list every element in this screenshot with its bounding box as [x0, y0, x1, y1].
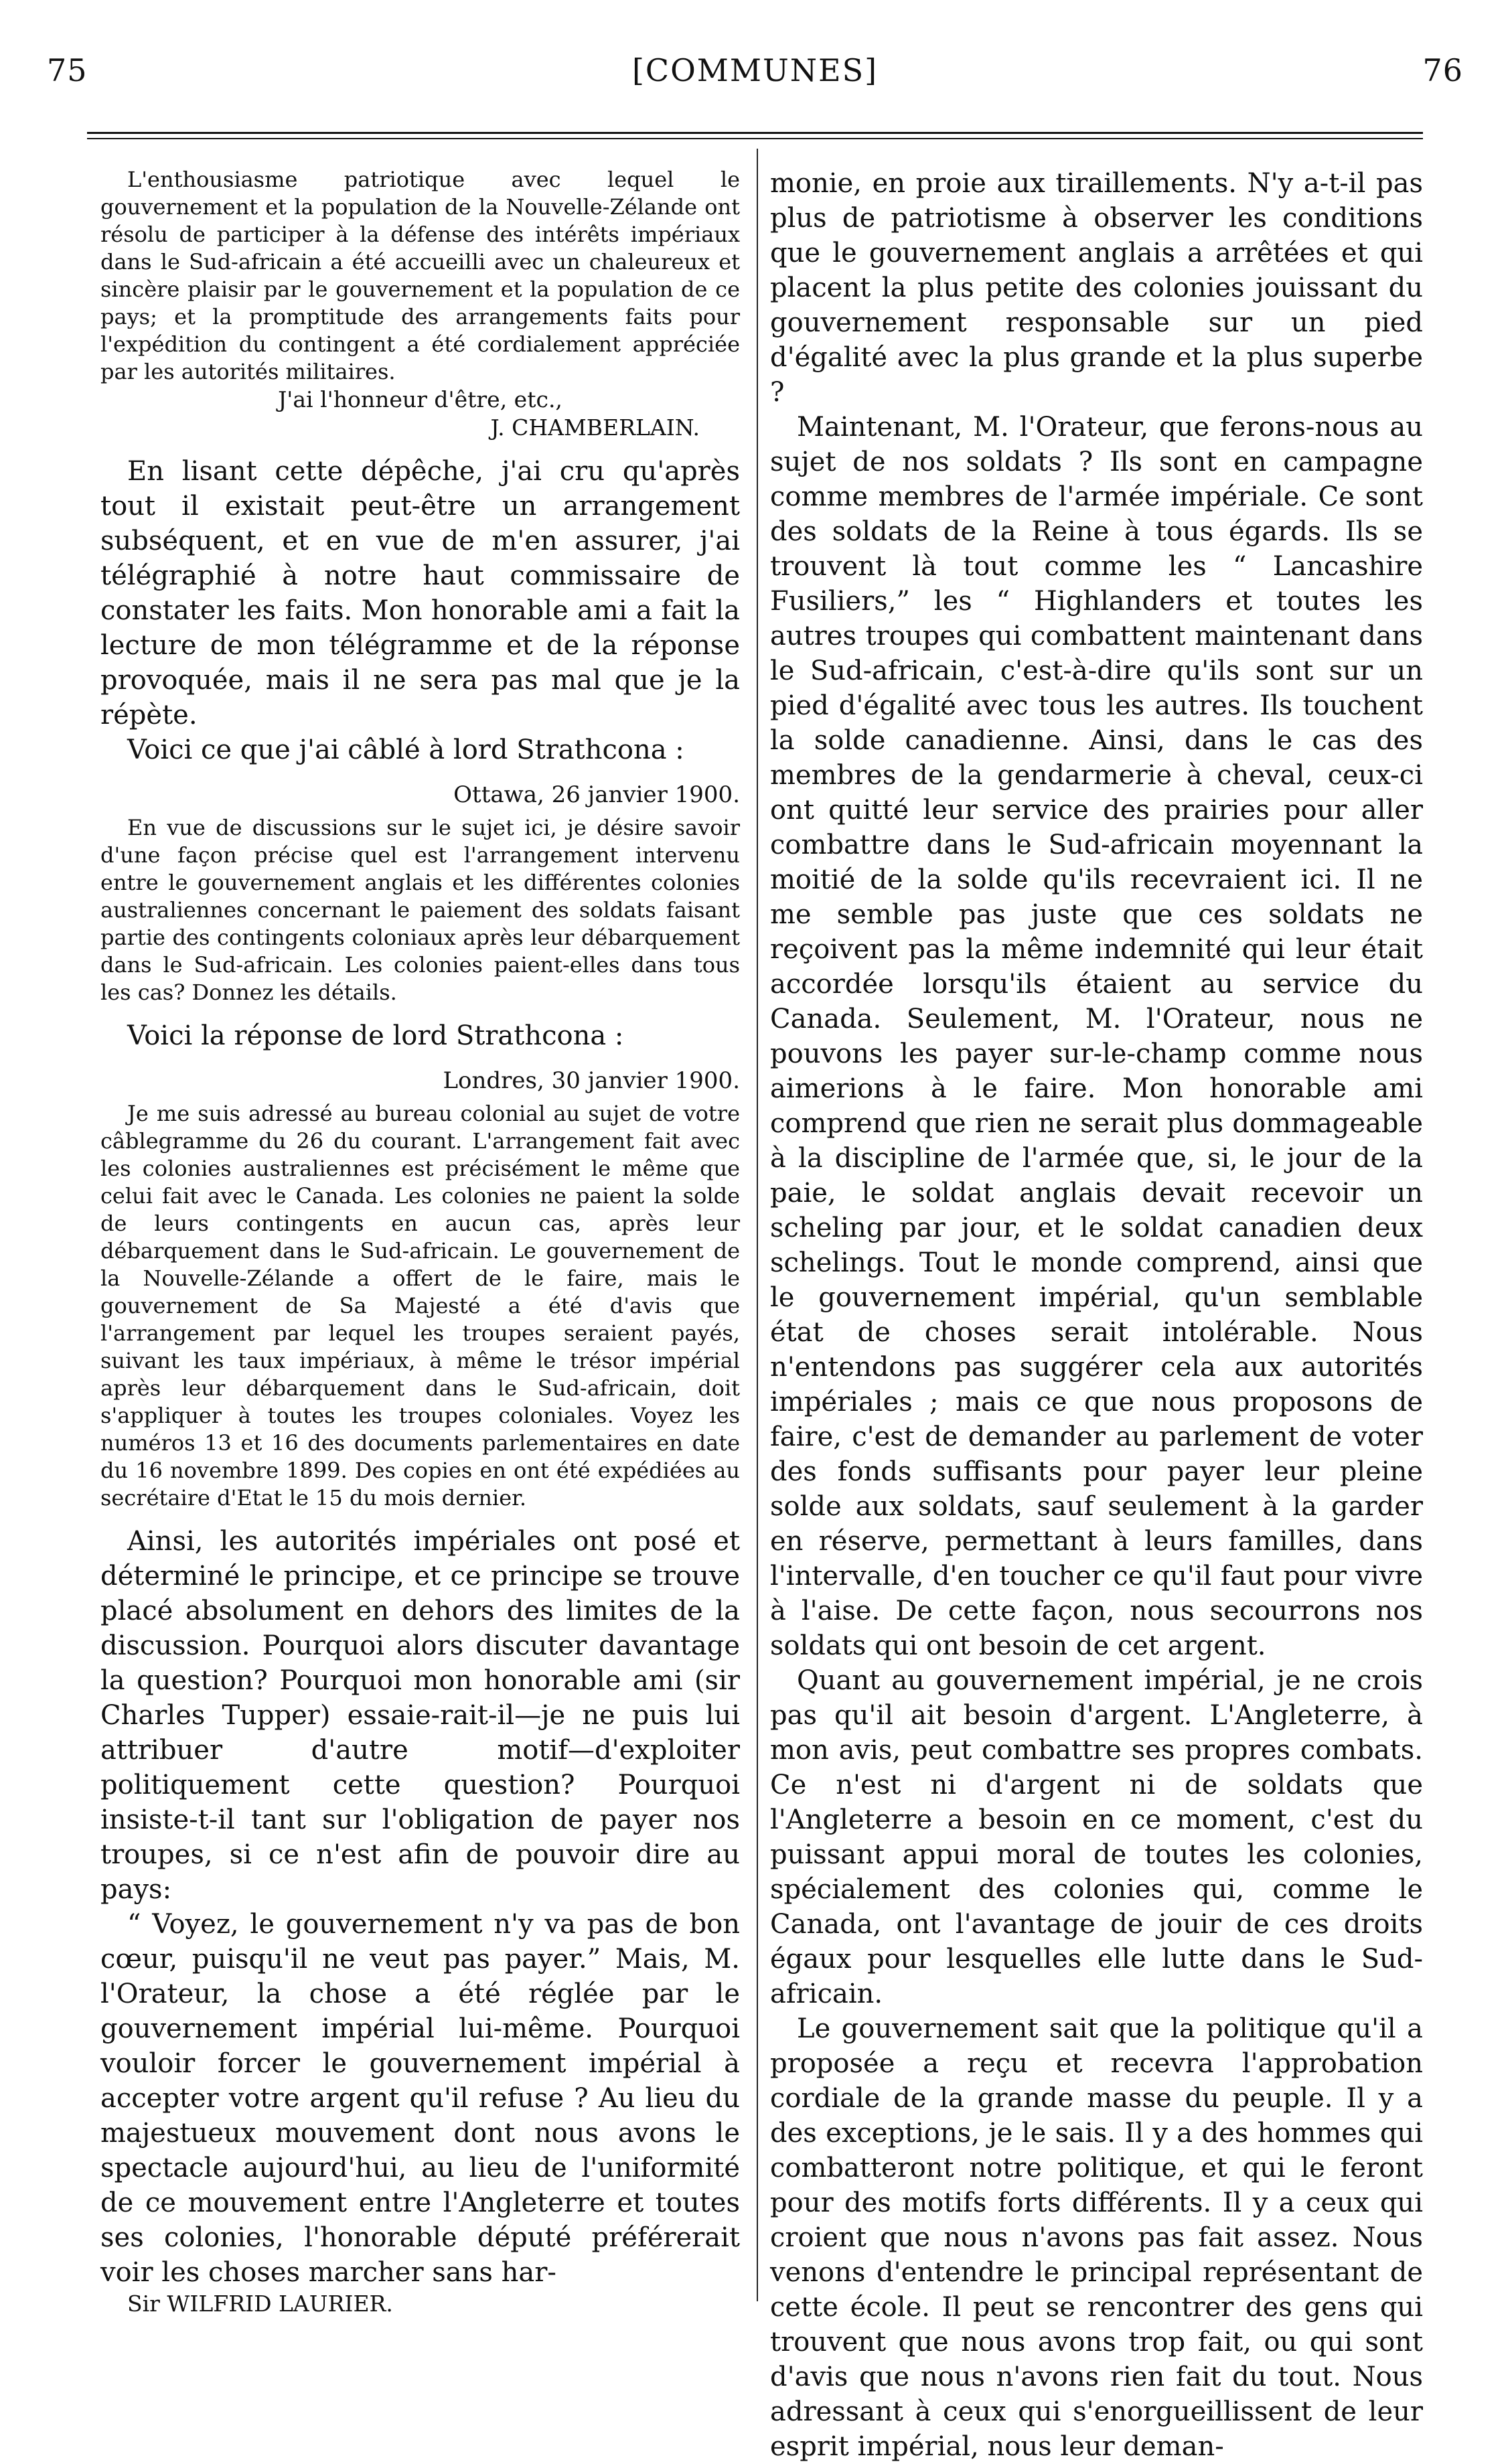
body-paragraph: Ainsi, les autorités impériales ont posé et déterminé le principe, et ce principe se trouve placé absolument en dehors des limites de la discussion. Pourquoi alors discuter davantage la question? Pourquoi mon honorable ami (sir Charles Tupper) essaie-rait-il—je ne puis lui attribuer d'autre motif—d'exploiter politiquement cette question? Pourquoi insiste-t-il tant sur l'obligation de payer nos troupes, si ce n'est afin de pouvoir dire au pays: [100, 1526, 740, 1905]
body-paragraph: Voici ce que j'ai câblé à lord Strathcona : [127, 735, 684, 765]
dispatch-text: L'enthousiasme patriotique avec lequel le gouvernement et la population de la Nouvelle-Zélande ont résolu de participer à la défense des intérêts impériaux dans le Sud-africain a été accueilli avec un chaleureux et sincère plaisir par le gouvernement et la population de ce pays; et la promptitude des arrangements faits pour l'expédition du contingent a été cordialement appréciée par les autorités militaires. [100, 167, 740, 384]
quoted-dispatch [100, 166, 740, 386]
header-rule-top [87, 132, 1423, 134]
page-header [0, 52, 1510, 99]
left-column [100, 166, 740, 2318]
quoted-reply: Je me suis adressé au bureau colonial au sujet de votre câblegramme du 26 du courant. L'arrangement fait avec les colonies australiennes est précisément le même que celui fait avec le Canada. Les colonies ne paient la solde de leurs contingents en aucun cas, après leur débarquement dans le Sud-africain. Le gouvernement de la Nouvelle-Zélande a offert de le faire, mais le gouvernement de Sa Majesté a été d'avis que l'arrangement par lequel les troupes seraient payés, suivant les taux impériaux, à même le trésor impérial après leur débarquement dans le Sud-africain, doit s'appliquer à toutes les troupes coloniales. Voyez les numéros 13 et 16 des documents parlementaires en date du 16 novembre 1899. Des copies en ont été expédiées au secrétaire d'Etat le 15 du mois dernier. [100, 1101, 740, 1511]
body-paragraph: Quant au gouvernement impérial, je ne crois pas qu'il ait besoin d'argent. L'Angleterre, à mon avis, peut combattre ses propres combats. Ce n'est ni d'argent ni de soldats que l'Angleterre a besoin en ce moment, c'est du puissant appui moral de toutes les colonies, spécialement des colonies qui, comme le Canada, ont l'avantage de jouir de ces droits égaux pour lesquelles elle lutte dans le Sud-africain. [770, 1665, 1423, 2009]
body-paragraph: Voici la réponse de lord Strathcona : [127, 1020, 624, 1051]
dispatch-closing: J'ai l'honneur d'être, etc., [278, 386, 562, 412]
reply-dateline: Londres, 30 janvier 1900. [443, 1067, 740, 1094]
page-number-right: 76 [1422, 52, 1463, 88]
body-paragraph: En lisant cette dépêche, j'ai cru qu'après tout il existait peut-être un arrangement subséquent, et en vue de m'en assurer, j'ai télégraphié à notre haut commissaire de constater les faits. Mon honorable ami a fait la lecture de mon télégramme et de la réponse provoquée, mais il ne sera pas mal que je la répète. [100, 456, 740, 730]
quoted-telegram: En vue de discussions sur le sujet ici, je désire savoir d'une façon précise quel est l'arrangement intervenu entre le gouvernement anglais et les différentes colonies australiennes concernant le paiement des soldats faisant partie des contingents coloniaux après leur débarquement dans le Sud-africain. Les colonies paient-elles dans tous les cas? Donnez les détails. [100, 815, 740, 1005]
telegram-dateline: Ottawa, 26 janvier 1900. [453, 781, 740, 808]
body-paragraph: Maintenant, M. l'Orateur, que ferons-nous au sujet de nos soldats ? Ils sont en campagne comme membres de l'armée impériale. Ce sont des soldats de la Reine à tous égards. Ils se trouvent là tout comme les “ Lancashire Fusiliers,” les “ Highlanders et toutes les autres troupes qui combattent maintenant dans le Sud-africain, c'est-à-dire qu'ils sont sur un pied d'égalité avec tous les autres. Ils touchent la solde canadienne. Ainsi, dans le cas des membres de la gendarmerie à cheval, ceux-ci ont quitté leur service des prairies pour aller combattre dans le Sud-africain moyennant la moitié de la solde qu'ils recevraient ici. Il ne me semble pas juste que ces soldats ne reçoivent pas la même indemnité qui leur était accordée lorsqu'ils étaient au service du Canada. Seulement, M. l'Orateur, nous ne pouvons les payer sur-le-champ comme nous aimerions à le faire. Mon honorable ami comprend que rien ne serait plus dommageable à la discipline de l'armée que, si, le jour de la paie, le soldat anglais devait recevoir un scheling par jour, et le soldat canadien deux schelings. Tout le monde comprend, ainsi que le gouvernement impérial, qu'un semblable état de choses serait intolérable. Nous n'entendons pas suggérer cela aux autorités impériales ; mais ce que nous proposons de faire, c'est de demander au parlement de voter des fonds suffisants pour payer leur pleine solde aux soldats, sauf seulement à la garder en réserve, permettant à leurs familles, dans l'intervalle, d'en toucher ce qu'il faut pour vivre à l'aise. De cette façon, nous secourrons nos soldats qui ont besoin de cet argent. [770, 412, 1423, 1661]
header-rule-bottom [87, 138, 1423, 139]
right-column [770, 166, 1423, 2464]
body-paragraph: Le gouvernement sait que la politique qu'il a proposée a reçu et recevra l'approbation cordiale de la grande masse du peuple. Il y a des exceptions, je le sais. Il y a des hommes qui combatteront notre politique, et qui le feront pour des motifs forts différents. Il y a ceux qui croient que nous n'avons pas fait assez. Nous venons d'entendre le principal représentant de cette école. Il peut se rencontrer des gens qui trouvent que nous avons trop fait, ou qui sont d'avis que nous n'avons rien fait du tout. Nous adressant à ceux qui s'enorgueillissent de leur esprit impérial, nous leur deman- [770, 2013, 1423, 2462]
page-number-left: 75 [47, 52, 88, 88]
body-paragraph: “ Voyez, le gouvernement n'y va pas de bon cœur, puisqu'il ne veut pas payer.” Mais, M. l'Orateur, la chose a été réglée par le gouvernement impérial lui-même. Pourquoi vouloir forcer le gouvernement impérial à accepter votre argent qu'il refuse ? Au lieu du majestueux mouvement dont nous avons le spectacle aujourd'hui, au lieu de l'uniformité de ce mouvement entre l'Angleterre et toutes ses colonies, l'honorable député préférerait voir les choses marcher sans har- [100, 1909, 740, 2288]
body-paragraph: monie, en proie aux tiraillements. N'y a-t-il pas plus de patriotisme à observer les conditions que le gouvernement anglais a arrêtées et qui placent la plus petite des colonies jouissant du gouvernement responsable sur un pied d'égalité avec la plus grande et la plus superbe ? [770, 168, 1423, 408]
speaker-footer: Sir WILFRID LAURIER. [127, 2291, 393, 2317]
column-divider [757, 149, 758, 2301]
dispatch-signature: J. CHAMBERLAIN. [490, 414, 700, 441]
running-title: [COMMUNES] [631, 52, 879, 88]
